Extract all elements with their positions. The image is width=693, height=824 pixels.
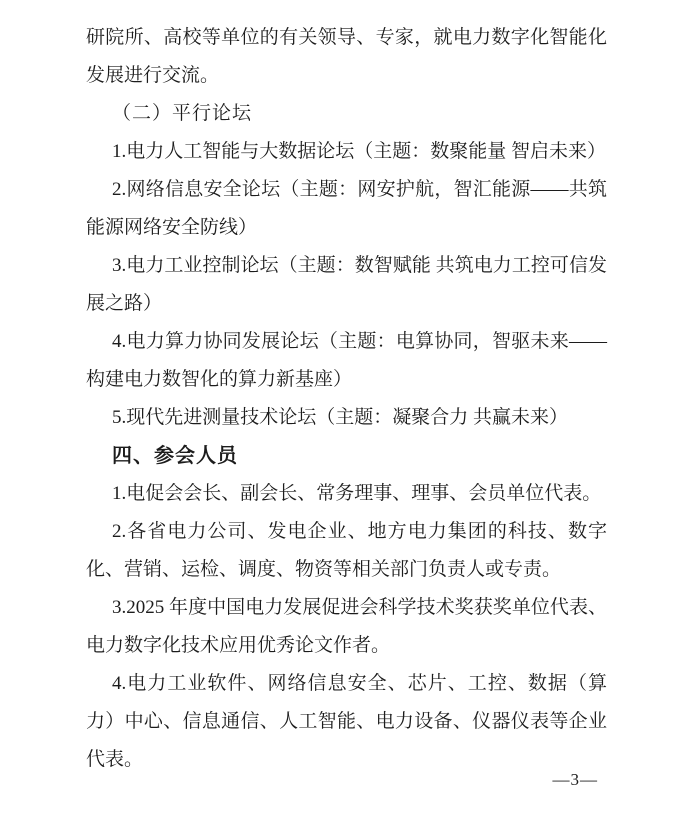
- list-item-forum-3: 3.电力工业控制论坛（主题：数智赋能 共筑电力工控可信发展之路）: [86, 255, 607, 314]
- list-item-forum-5: 5.现代先进测量技术论坛（主题：凝聚合力 共赢未来）: [112, 407, 569, 428]
- list-item-participants-3: 3.2025 年度中国电力发展促进会科学技术奖获奖单位代表、电力数字化技术应用优秀论文作者。: [86, 597, 607, 656]
- list-item-participants-1: 1.电促会会长、副会长、常务理事、理事、会员单位代表。: [112, 483, 602, 504]
- list-item-forum-1: 1.电力人工智能与大数据论坛（主题：数聚能量 智启未来）: [112, 141, 607, 162]
- list-item-participants-4: 4.电力工业软件、网络信息安全、芯片、工控、数据（算力）中心、信息通信、人工智能、电力设备、仪器仪表等企业代表。: [86, 673, 607, 770]
- section-subheading-parallel-forums: （二）平行论坛: [112, 103, 253, 124]
- section-heading-participants: 四、参会人员: [112, 445, 238, 467]
- list-item-forum-2: 2.网络信息安全论坛（主题：网安护航，智汇能源——共筑能源网络安全防线）: [86, 179, 607, 238]
- list-item-participants-2: 2.各省电力公司、发电企业、地方电力集团的科技、数字化、营销、运检、调度、物资等相关部门负责人或专责。: [86, 521, 607, 580]
- paragraph-continuation: 研院所、高校等单位的有关领导、专家，就电力数字化智能化发展进行交流。: [86, 27, 607, 86]
- list-item-forum-4: 4.电力算力协同发展论坛（主题：电算协同，智驱未来——构建电力数智化的算力新基座）: [86, 331, 607, 390]
- document-body: [86, 19, 607, 779]
- page-number: —3—: [552, 770, 598, 789]
